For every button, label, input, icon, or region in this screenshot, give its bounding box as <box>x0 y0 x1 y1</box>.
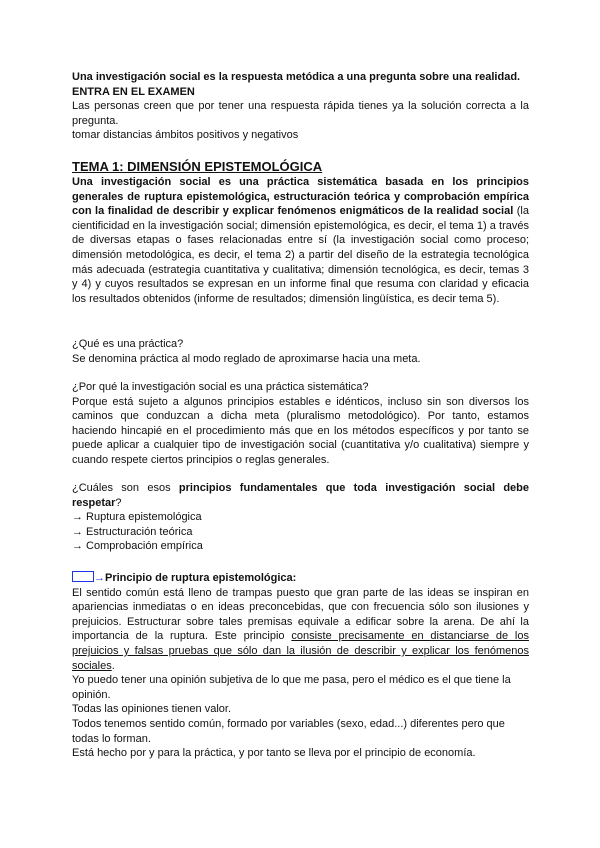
question-bold: principios fundamentales que toda investigación social debe respetar <box>72 482 529 509</box>
definition-rest: (la cientificidad en la investigación social; dimensión epistemológica, es decir, el tema 1) a través de diversas etapas o fases relacionadas entre sí (la investigación social como proceso; dimensión metodológica, es decir, el tema 2) a partir del diseño de la estrategia tecnológica más adecuada (estrategia cuantitativa y cualitativa; dimensión tecnológica, es decir, temas 3 y 4) y cuyos resultados se expresan en un informe final que resuma con claridad y eficacia los resultados obtenidos (informe de resultados; dimensión lingüística, es decir tema 5). <box>72 205 529 305</box>
list-item: → Ruptura epistemológica <box>72 511 202 524</box>
question-principios <box>72 481 529 554</box>
answer: Porque está sujeto a algunos principios estables e idénticos, incluso sin son diversos los caminos que conduzcan a dicha meta (pluralismo metodológico). Por tanto, estamos haciendo hincapié en el procedimiento más que en los métodos específicos y por tanto se puede aplicar a cualquier tipo de investigación social (cuantitativa y/o cualitativa) siempre y cuando respete ciertos principios o reglas generales. <box>72 395 529 466</box>
answer: Se denomina práctica al modo reglado de aproximarse hacia una meta. <box>72 352 421 365</box>
note: Todas las opiniones tienen valor. <box>72 703 231 716</box>
question-start: ¿Cuáles son esos <box>72 482 179 494</box>
section-heading: Principio de ruptura epistemológica: <box>105 572 297 584</box>
question-practica <box>72 337 529 366</box>
ruptura-text: El sentido común está lleno de trampas puesto que gran parte de las ideas se inspiran en apariencias inmediatas o en ideas preconcebidas, que con frecuencia sólo son ilusiones y prejuicios. Estructurar sobre tales premisas equivale a edificar sobre la arena. De ahí la importancia de la ruptura. Este principio <box>72 586 529 643</box>
intro-note: tomar distancias ámbitos positivos y negativos <box>72 129 299 142</box>
list-item: → Estructuración teórica <box>72 525 193 538</box>
intro-paragraph: Las personas creen que por tener una respuesta rápida tienes ya la solución correcta a la pregunta. <box>72 100 529 127</box>
note: Todos tenemos sentido común, formado por variables (sexo, edad...) diferentes pero que todas lo forman. <box>72 717 505 745</box>
ruptura-end: . <box>111 659 115 672</box>
question-sistematica <box>72 380 529 468</box>
exam-note: ENTRA EN EL EXAMEN <box>72 85 195 98</box>
intro <box>72 70 529 143</box>
intro-bold-line: Una investigación social es la respuesta metódica a una pregunta sobre una realidad. <box>72 71 521 83</box>
question: ¿Qué es una práctica? <box>72 338 184 350</box>
note: Yo puedo tener una opinión subjetiva de lo que me pasa, pero el médico es el que tiene la opinión. <box>72 674 511 701</box>
definition-bold: Una investigación social es una práctica sistemática basada en los principios generales de ruptura epistemológica, estructuración teórica y comprobación empírica con la finalidad de describir y explicar fenómenos enigmáticos de la realidad social <box>72 176 529 218</box>
question: ¿Por qué la investigación social es una práctica sistemática? <box>72 381 369 393</box>
box-shape-icon <box>72 571 94 582</box>
note: Está hecho por y para la práctica, y por tanto se lleva por el principio de economía. <box>72 747 476 760</box>
ruptura-underlined: consiste precisamente en distanciarse de los prejuicios y falsas pruebas que sólo dan la ilusión de describir y explicar los fenómenos sociales <box>72 630 529 672</box>
ruptura-section <box>72 571 529 761</box>
tema-section <box>72 159 529 306</box>
arrow-icon: → <box>94 572 105 584</box>
question-end: ? <box>115 496 122 509</box>
page-title: TEMA 1: DIMENSIÓN EPISTEMOLÓGICA <box>72 159 323 174</box>
list-item: → Comprobación empírica <box>72 540 203 553</box>
